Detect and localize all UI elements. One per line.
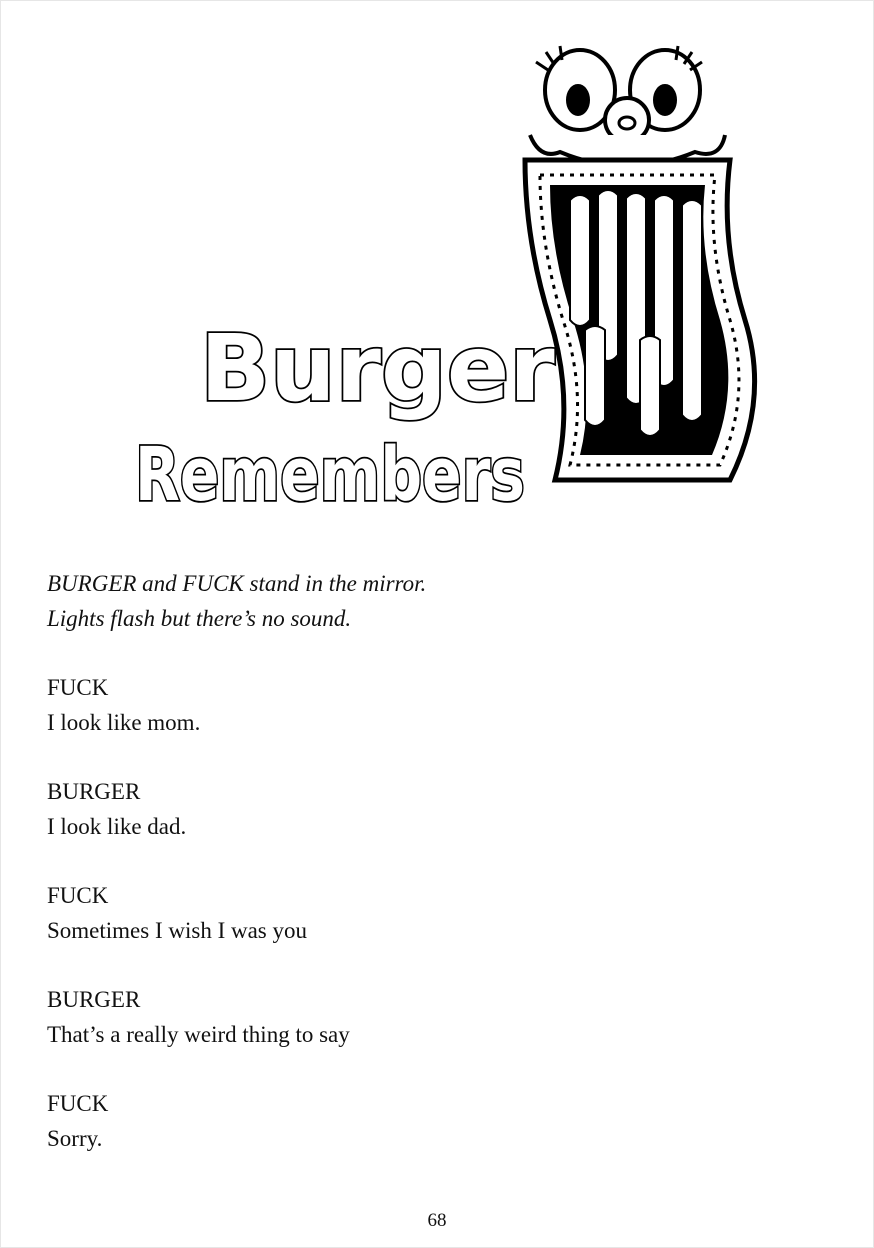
dialogue-line: Sorry. xyxy=(47,1126,103,1151)
character-name: FUCK xyxy=(47,1091,109,1116)
stage-direction xyxy=(47,566,807,636)
character-name: FUCK xyxy=(47,675,109,700)
stage-direction-line: BURGER and FUCK stand in the mirror. xyxy=(47,571,427,596)
dialogue-line: Sometimes I wish I was you xyxy=(47,918,308,943)
title-line-remembers: Remembers xyxy=(135,432,525,518)
character-name: BURGER xyxy=(47,987,141,1012)
stage-direction-line: Lights flash but there’s no sound. xyxy=(47,606,352,631)
page-number: 68 xyxy=(427,1210,447,1231)
character-name: BURGER xyxy=(47,779,141,804)
mirror-frame xyxy=(525,160,755,480)
title-line-burger: Burger xyxy=(200,315,555,422)
burger-remembers-illustration xyxy=(130,40,790,520)
character-name: FUCK xyxy=(47,883,109,908)
dialogue-exchange xyxy=(47,670,807,740)
dialogue-exchange xyxy=(47,774,807,844)
dialogue-line: I look like dad. xyxy=(47,814,187,839)
dialogue-exchange xyxy=(47,1086,807,1156)
dialogue-exchange xyxy=(47,878,807,948)
dialogue-line: I look like mom. xyxy=(47,710,201,735)
mirror-creature-head xyxy=(530,46,725,166)
dialogue-exchange xyxy=(47,982,807,1052)
script-text xyxy=(47,566,807,1190)
dialogue-line: That’s a really weird thing to say xyxy=(47,1022,350,1047)
